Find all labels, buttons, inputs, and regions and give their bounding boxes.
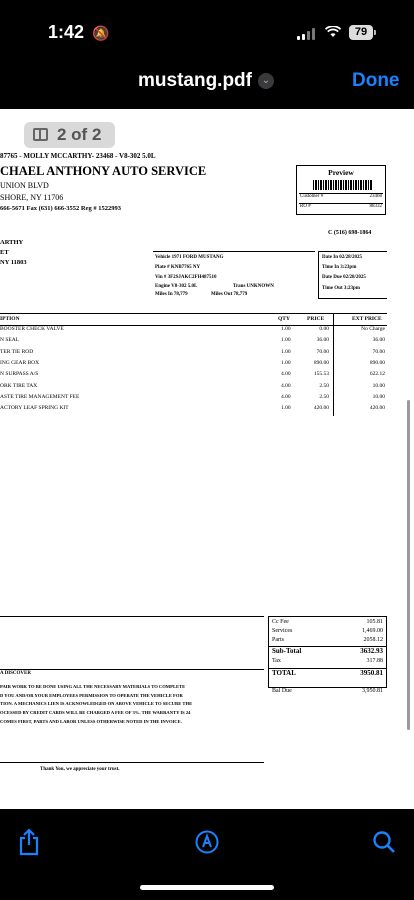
line-ext-price: 70.00	[372, 348, 385, 355]
customer-number-row	[299, 193, 383, 202]
scrollbar[interactable]	[407, 400, 410, 730]
document-title[interactable]: mustang.pdf	[138, 70, 252, 91]
wifi-icon	[325, 25, 341, 41]
line-price: 155.53	[313, 371, 329, 378]
status-bar	[0, 0, 414, 64]
page-indicator	[24, 122, 115, 148]
signature-line	[0, 762, 264, 763]
ro-number-row	[299, 203, 383, 212]
line-description: ACTORY LEAF SPRING KIT	[0, 405, 69, 412]
line-ext-price: 10.00	[372, 382, 385, 389]
customer-number-label: Customer #	[300, 194, 324, 199]
header-qty: QTY	[278, 316, 290, 322]
totals-row	[269, 646, 386, 655]
payment-divider	[0, 669, 264, 670]
line-description: ASTE TIRE MANAGEMENT FEE	[0, 393, 80, 400]
pdf-page[interactable]	[0, 109, 414, 809]
totals-label: Bal Due	[272, 688, 292, 694]
line-description: N SURPASS A/S	[0, 371, 39, 378]
customer-city: NY 11803	[0, 259, 27, 266]
vehicle-miles-out: Miles Out 78,779	[211, 292, 248, 297]
line-description: BOOSTER CHECK VALVE	[0, 326, 64, 332]
line-qty: 4.00	[281, 371, 291, 378]
bell-slash-icon: 🔕	[92, 25, 110, 41]
customer-street: ET	[0, 249, 9, 256]
shop-name: CHAEL ANTHONY AUTO SERVICE	[0, 164, 207, 178]
totals-value: 3,950.81	[362, 688, 383, 694]
line-description: TER TIE ROD	[0, 348, 34, 355]
totals-value: 1,469.00	[362, 628, 383, 634]
ro-number-label: RO #	[300, 204, 311, 209]
totals-label: Tax	[272, 658, 281, 664]
totals-value: 105.81	[366, 619, 383, 625]
share-icon[interactable]	[18, 828, 40, 863]
line-price: 420.00	[313, 405, 329, 412]
terms-line: PAIR WORK TO BE DONE USING ALL THE NECESSARY MATERIALS TO COMPLETE	[0, 684, 186, 689]
totals-label: Parts	[272, 637, 284, 643]
line-qty: 1.00	[281, 359, 291, 366]
line-qty: 4.00	[281, 393, 291, 400]
line-qty: 1.00	[281, 337, 291, 344]
line-ext-price: 890.00	[369, 359, 385, 366]
column-separator	[333, 313, 334, 416]
vehicle-trans: Trans UNKNOWN	[233, 284, 274, 289]
ro-number-value: 88332	[369, 204, 382, 209]
search-icon[interactable]	[372, 830, 396, 861]
vehicle-model: Vehicle 1971 FORD MUSTANG	[155, 255, 224, 260]
header-ext-price: EXT PRICE	[352, 316, 382, 322]
totals-value: 3632.93	[360, 647, 383, 655]
line-ext-price: 420.00	[369, 405, 385, 412]
line-qty: 1.00	[281, 326, 291, 332]
line-qty: 1.00	[281, 405, 291, 412]
terms-line: TION. A MECHANICS LIEN IS ACKNOWLEDGED ON ABOVE VEHICLE TO SECURE THE	[0, 701, 193, 707]
thank-you-note: Thank You, we appreciate your trust.	[40, 767, 120, 772]
totals-value: 2058.12	[363, 637, 383, 643]
line-price: 36.00	[316, 337, 329, 344]
payment-method: A DISCOVER	[0, 671, 31, 676]
barcode	[313, 180, 373, 190]
chevron-down-icon[interactable]: ⌄	[258, 73, 274, 89]
totals-label: TOTAL	[272, 669, 296, 677]
line-description: ING GEAR BOX	[0, 359, 40, 366]
totals-label: Cc Fee	[272, 619, 289, 625]
vehicle-vin: Vin # 3F2SJAKC2FH487510	[155, 275, 217, 280]
line-ext-price: 10.00	[372, 393, 385, 400]
line-ext-price: 622.12	[369, 371, 385, 378]
line-qty: 1.00	[281, 348, 291, 355]
markup-icon[interactable]	[195, 830, 219, 861]
customer-name: ARTHY	[0, 239, 24, 246]
header-description: IPTION	[0, 316, 20, 322]
line-price: 2.50	[319, 382, 329, 389]
ref-line: 87765 - MOLLY MCCARTHY- 23468 - V8-302 5.0L	[0, 152, 156, 160]
totals-value: 317.88	[366, 658, 383, 664]
date-in: Date In 02/28/2025	[322, 255, 362, 260]
battery-icon: 79	[349, 25, 373, 40]
preview-box	[296, 165, 386, 215]
totals-label: Services	[272, 628, 293, 634]
customer-number-value: 23468	[369, 194, 382, 199]
line-ext-price: 36.00	[372, 337, 385, 344]
battery-tip	[374, 30, 376, 35]
line-qty: 4.00	[281, 382, 291, 389]
vehicle-box	[153, 251, 315, 298]
line-price: 890.00	[313, 359, 329, 366]
header-price: PRICE	[307, 316, 325, 322]
sidebar-icon	[33, 128, 48, 141]
line-description: N SEAL	[0, 337, 20, 344]
totals-row	[269, 668, 386, 677]
totals-box	[268, 616, 387, 694]
customer-phone: C (516) 698-1864	[328, 230, 372, 236]
vehicle-plate: Plate # KNB7765 NY	[155, 265, 201, 270]
line-price: 2.50	[319, 393, 329, 400]
totals-value: 3950.81	[360, 669, 383, 677]
terms-line: COMES FIRST, PARTS AND LABOR UNLESS OTHERWISE NOTED IN THE INVOICE.	[0, 718, 182, 724]
totals-label: Sub-Total	[272, 647, 302, 655]
line-price: 0.00	[319, 326, 329, 332]
shop-address-2: SHORE, NY 11706	[0, 193, 64, 202]
page-indicator-text: 2 of 2	[57, 125, 102, 144]
terms-line: D YOU AND/OR YOUR EMPLOYEES PERMISSION TO OPERATE THE VEHICLE FOR	[0, 692, 183, 698]
line-ext-price: No Charge	[361, 326, 385, 332]
status-time: 1:42	[48, 22, 85, 42]
line-price: 70.00	[316, 348, 329, 355]
done-button[interactable]: Done	[352, 70, 400, 91]
dates-box	[318, 251, 387, 299]
shop-phone-line: 666-5671 Fax (631) 666-3552 Reg # 1522993	[0, 205, 121, 212]
time-out: Time Out 3:23pm	[322, 286, 360, 291]
line-items-header	[0, 313, 387, 326]
home-indicator	[140, 885, 274, 890]
line-description: ORK TIRE TAX	[0, 382, 38, 389]
cellular-signal-icon	[297, 28, 319, 40]
date-due: Date Due 02/28/2025	[322, 275, 366, 280]
preview-title: Preview	[328, 168, 354, 177]
terms-line: OCESSED BY CREDIT CARDS WILL BE CHARGED A FEE OF 3%. THE WARRANTY IS 24	[0, 710, 191, 716]
divider-line	[0, 616, 264, 617]
shop-address-1: UNION BLVD	[0, 181, 49, 190]
vehicle-miles-in: Miles In 78,779	[155, 292, 188, 297]
time-in: Time In 3:23pm	[322, 265, 357, 270]
vehicle-engine: Engine V8-302 5.0L	[155, 284, 198, 289]
